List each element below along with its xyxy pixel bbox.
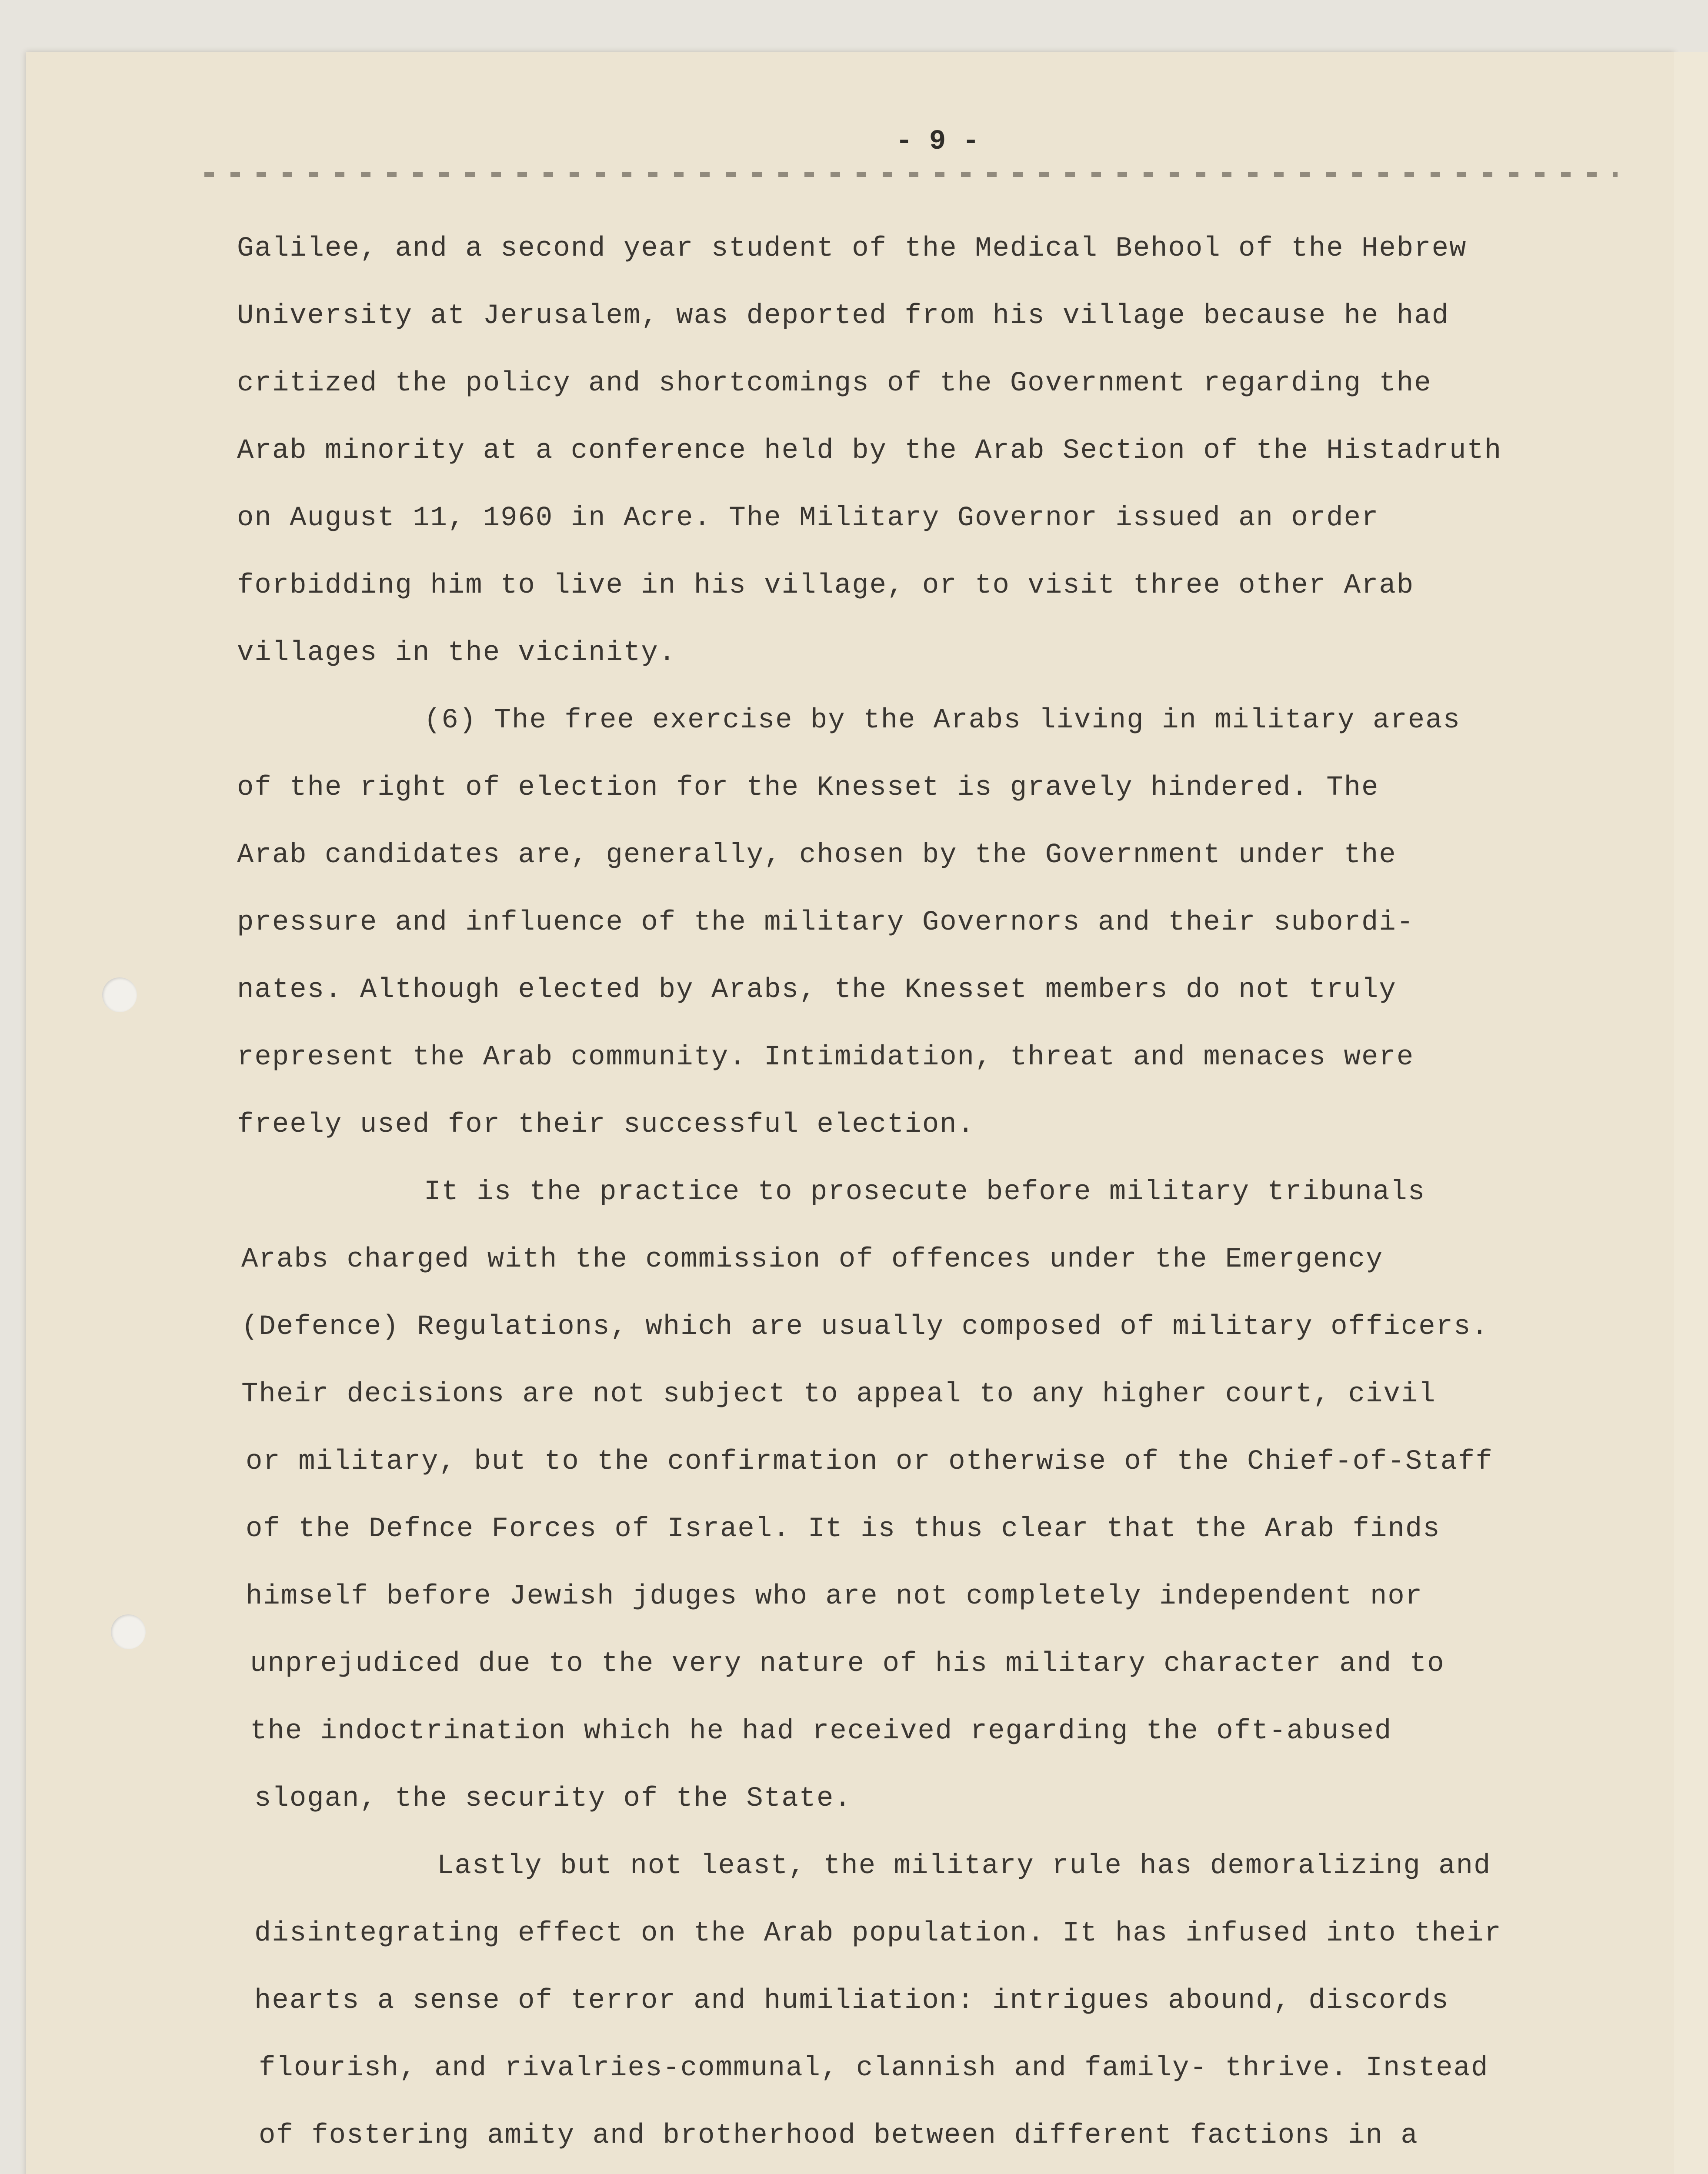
text-line: Galilee, and a second year student of the Medical Behool of the Hebrew bbox=[237, 233, 1467, 264]
text-line: or military, but to the confirmation or otherwise of the Chief-of-Staff bbox=[246, 1446, 1493, 1477]
punch-hole bbox=[102, 977, 137, 1012]
text-line: It is the practice to prosecute before military tribunals bbox=[424, 1177, 1426, 1208]
text-line: of the right of election for the Knesset is gravely hindered. The bbox=[237, 772, 1379, 804]
text-line: represent the Arab community. Intimidation, threat and menaces were bbox=[237, 1042, 1414, 1073]
text-line: pressure and influence of the military Governors and their subordi- bbox=[237, 907, 1414, 938]
text-line: of fostering amity and brotherhood between different factions in a bbox=[259, 2120, 1418, 2151]
text-line: forbidding him to live in his village, or to visit three other Arab bbox=[237, 570, 1414, 601]
text-line: nates. Although elected by Arabs, the Knesset members do not truly bbox=[237, 974, 1397, 1006]
text-line: on August 11, 1960 in Acre. The Military Governor issued an order bbox=[237, 503, 1379, 534]
page-number: - 9 - bbox=[896, 126, 980, 157]
text-line: critized the policy and shortcomings of the Government regarding the bbox=[237, 368, 1432, 399]
text-line: Arabs charged with the commission of offences under the Emergency bbox=[241, 1244, 1384, 1275]
text-line: himself before Jewish jduges who are not completely independent nor bbox=[246, 1581, 1423, 1612]
punch-hole bbox=[111, 1614, 146, 1649]
text-line: hearts a sense of terror and humiliation: intrigues abound, discords bbox=[254, 1985, 1449, 2017]
text-line: villages in the vicinity. bbox=[237, 637, 677, 669]
text-line: (Defence) Regulations, which are usually composed of military officers. bbox=[241, 1311, 1489, 1343]
page-edge bbox=[1674, 52, 1708, 2174]
text-line: unprejudiced due to the very nature of his military character and to bbox=[250, 1648, 1445, 1680]
text-line: University at Jerusalem, was deported from his village because he had bbox=[237, 300, 1450, 332]
text-line: of the Defnce Forces of Israel. It is thus clear that the Arab finds bbox=[246, 1514, 1441, 1545]
text-line: the indoctrination which he had received regarding the oft-abused bbox=[250, 1716, 1392, 1747]
text-line: disintegrating effect on the Arab population. It has infused into their bbox=[254, 1918, 1502, 1949]
text-line: Lastly but not least, the military rule has demoralizing and bbox=[437, 1851, 1491, 1882]
text-line: freely used for their successful election. bbox=[237, 1109, 975, 1140]
text-line: slogan, the security of the State. bbox=[254, 1783, 852, 1814]
text-line: Arab candidates are, generally, chosen by the Government under the bbox=[237, 840, 1397, 871]
text-line: Their decisions are not subject to appeal to any higher court, civil bbox=[241, 1379, 1436, 1410]
text-line: flourish, and rivalries-communal, clannish and family- thrive. Instead bbox=[259, 2053, 1489, 2084]
typewriter-smudge bbox=[204, 172, 1618, 177]
text-line: (6) The free exercise by the Arabs living in military areas bbox=[424, 705, 1461, 736]
text-line: Arab minority at a conference held by the Arab Section of the Histadruth bbox=[237, 435, 1502, 467]
